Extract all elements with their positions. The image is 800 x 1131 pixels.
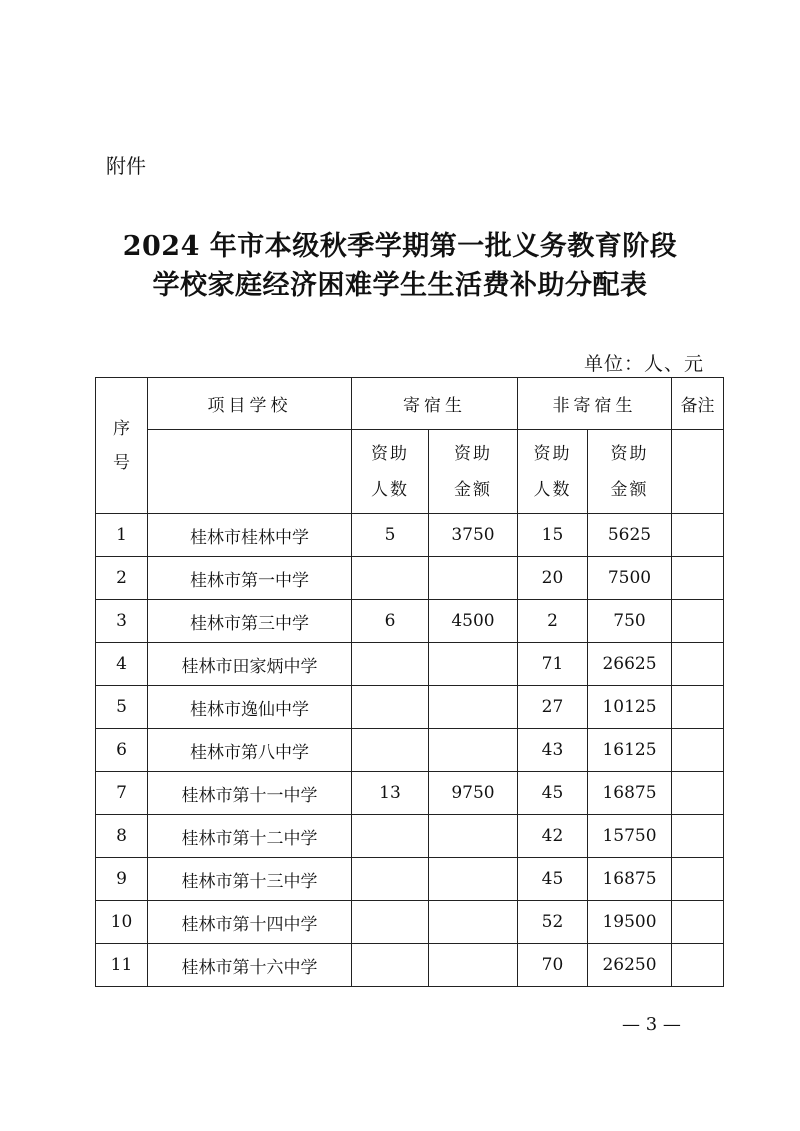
remarks-cell [672, 729, 724, 772]
boarding-count-cell [352, 901, 429, 944]
boarding-amount-cell: 4500 [429, 600, 518, 643]
school-header: 项目学校 [148, 378, 352, 430]
header-row-1 [96, 378, 724, 430]
school-cell: 桂林市第十六中学 [148, 944, 352, 987]
non-boarding-amount-cell: 26625 [588, 643, 672, 686]
non-boarding-amount-cell: 10125 [588, 686, 672, 729]
boarding-amount-header [429, 430, 518, 514]
non-boarding-count-cell: 70 [518, 944, 588, 987]
seq-cell: 1 [96, 514, 148, 557]
boarding-count-header-top: 资助 [371, 443, 409, 464]
boarding-count-cell: 13 [352, 772, 429, 815]
non-boarding-amount-cell: 26250 [588, 944, 672, 987]
school-cell: 桂林市第十三中学 [148, 858, 352, 901]
non-boarding-count-header [518, 430, 588, 514]
seq-header-top: 序 [113, 418, 130, 439]
non-boarding-count-cell: 20 [518, 557, 588, 600]
non-boarding-count-cell: 45 [518, 858, 588, 901]
table-row [96, 815, 724, 858]
non-boarding-count-cell: 42 [518, 815, 588, 858]
table-row [96, 901, 724, 944]
seq-cell: 6 [96, 729, 148, 772]
school-cell: 桂林市桂林中学 [148, 514, 352, 557]
school-cell: 桂林市第三中学 [148, 600, 352, 643]
non-boarding-amount-cell: 5625 [588, 514, 672, 557]
boarding-amount-header-bottom: 金额 [454, 479, 492, 500]
boarding-amount-cell: 3750 [429, 514, 518, 557]
boarding-amount-cell [429, 729, 518, 772]
non-boarding-count-cell: 43 [518, 729, 588, 772]
non-boarding-count-cell: 45 [518, 772, 588, 815]
boarding-amount-cell [429, 858, 518, 901]
header-row-2 [96, 430, 724, 514]
boarding-count-cell: 5 [352, 514, 429, 557]
non-boarding-amount-header-top: 资助 [610, 443, 649, 464]
school-cell: 桂林市田家炳中学 [148, 643, 352, 686]
boarding-count-cell [352, 729, 429, 772]
table-row [96, 858, 724, 901]
unit-label: 单位：人、元 [583, 353, 704, 375]
table-row [96, 643, 724, 686]
remarks-cell [672, 944, 724, 987]
boarding-count-cell [352, 944, 429, 987]
boarding-amount-cell: 9750 [429, 772, 518, 815]
boarding-amount-cell [429, 944, 518, 987]
seq-cell: 2 [96, 557, 148, 600]
remarks-subheader-empty [672, 430, 724, 514]
seq-header [96, 378, 148, 514]
boarding-count-cell [352, 858, 429, 901]
non-boarding-count-cell: 2 [518, 600, 588, 643]
table-row [96, 944, 724, 987]
non-boarding-amount-cell: 16875 [588, 772, 672, 815]
boarding-amount-cell [429, 686, 518, 729]
table-row [96, 686, 724, 729]
non-boarding-count-cell: 15 [518, 514, 588, 557]
seq-cell: 5 [96, 686, 148, 729]
table-row [96, 772, 724, 815]
attachment-label: 附件 [106, 154, 146, 178]
remarks-cell [672, 772, 724, 815]
boarding-count-header-bottom: 人数 [371, 479, 409, 500]
school-cell: 桂林市第十四中学 [148, 901, 352, 944]
non-boarding-amount-cell: 16875 [588, 858, 672, 901]
boarding-amount-cell [429, 901, 518, 944]
seq-cell: 11 [96, 944, 148, 987]
non-boarding-amount-header [588, 430, 672, 514]
school-cell: 桂林市第十一中学 [148, 772, 352, 815]
non-boarding-amount-header-bottom: 金额 [610, 479, 649, 500]
remarks-header: 备注 [672, 378, 724, 430]
page-number: — 3 — [622, 1014, 681, 1035]
non-boarding-header: 非寄宿生 [518, 378, 672, 430]
document-title-line-2: 学校家庭经济困难学生生活费补助分配表 [152, 270, 648, 301]
boarding-count-cell [352, 815, 429, 858]
non-boarding-count-header-top: 资助 [533, 443, 572, 464]
boarding-amount-header-top: 资助 [454, 443, 492, 464]
boarding-count-cell [352, 686, 429, 729]
boarding-count-cell: 6 [352, 600, 429, 643]
school-cell: 桂林市第一中学 [148, 557, 352, 600]
table-row [96, 600, 724, 643]
table-row [96, 557, 724, 600]
non-boarding-amount-cell: 15750 [588, 815, 672, 858]
school-cell: 桂林市逸仙中学 [148, 686, 352, 729]
boarding-amount-cell [429, 557, 518, 600]
seq-cell: 3 [96, 600, 148, 643]
boarding-header: 寄宿生 [352, 378, 518, 430]
non-boarding-count-cell: 52 [518, 901, 588, 944]
boarding-amount-cell [429, 815, 518, 858]
school-subheader-empty [148, 430, 352, 514]
boarding-amount-cell [429, 643, 518, 686]
seq-cell: 7 [96, 772, 148, 815]
boarding-count-cell [352, 557, 429, 600]
document-title-line-1: 2024 年市本级秋季学期第一批义务教育阶段 [122, 231, 678, 262]
school-cell: 桂林市第八中学 [148, 729, 352, 772]
boarding-count-header [352, 430, 429, 514]
remarks-cell [672, 643, 724, 686]
seq-header-bottom: 号 [113, 452, 130, 473]
non-boarding-amount-cell: 750 [588, 600, 672, 643]
seq-cell: 8 [96, 815, 148, 858]
remarks-cell [672, 686, 724, 729]
non-boarding-count-cell: 71 [518, 643, 588, 686]
non-boarding-amount-cell: 19500 [588, 901, 672, 944]
seq-cell: 4 [96, 643, 148, 686]
boarding-count-cell [352, 643, 429, 686]
remarks-cell [672, 514, 724, 557]
table-row [96, 514, 724, 557]
remarks-cell [672, 600, 724, 643]
seq-cell: 10 [96, 901, 148, 944]
table-row [96, 729, 724, 772]
non-boarding-amount-cell: 7500 [588, 557, 672, 600]
remarks-cell [672, 901, 724, 944]
remarks-cell [672, 815, 724, 858]
seq-cell: 9 [96, 858, 148, 901]
remarks-cell [672, 557, 724, 600]
allocation-table [95, 377, 724, 987]
non-boarding-amount-cell: 16125 [588, 729, 672, 772]
school-cell: 桂林市第十二中学 [148, 815, 352, 858]
non-boarding-count-header-bottom: 人数 [533, 479, 572, 500]
non-boarding-count-cell: 27 [518, 686, 588, 729]
remarks-cell [672, 858, 724, 901]
